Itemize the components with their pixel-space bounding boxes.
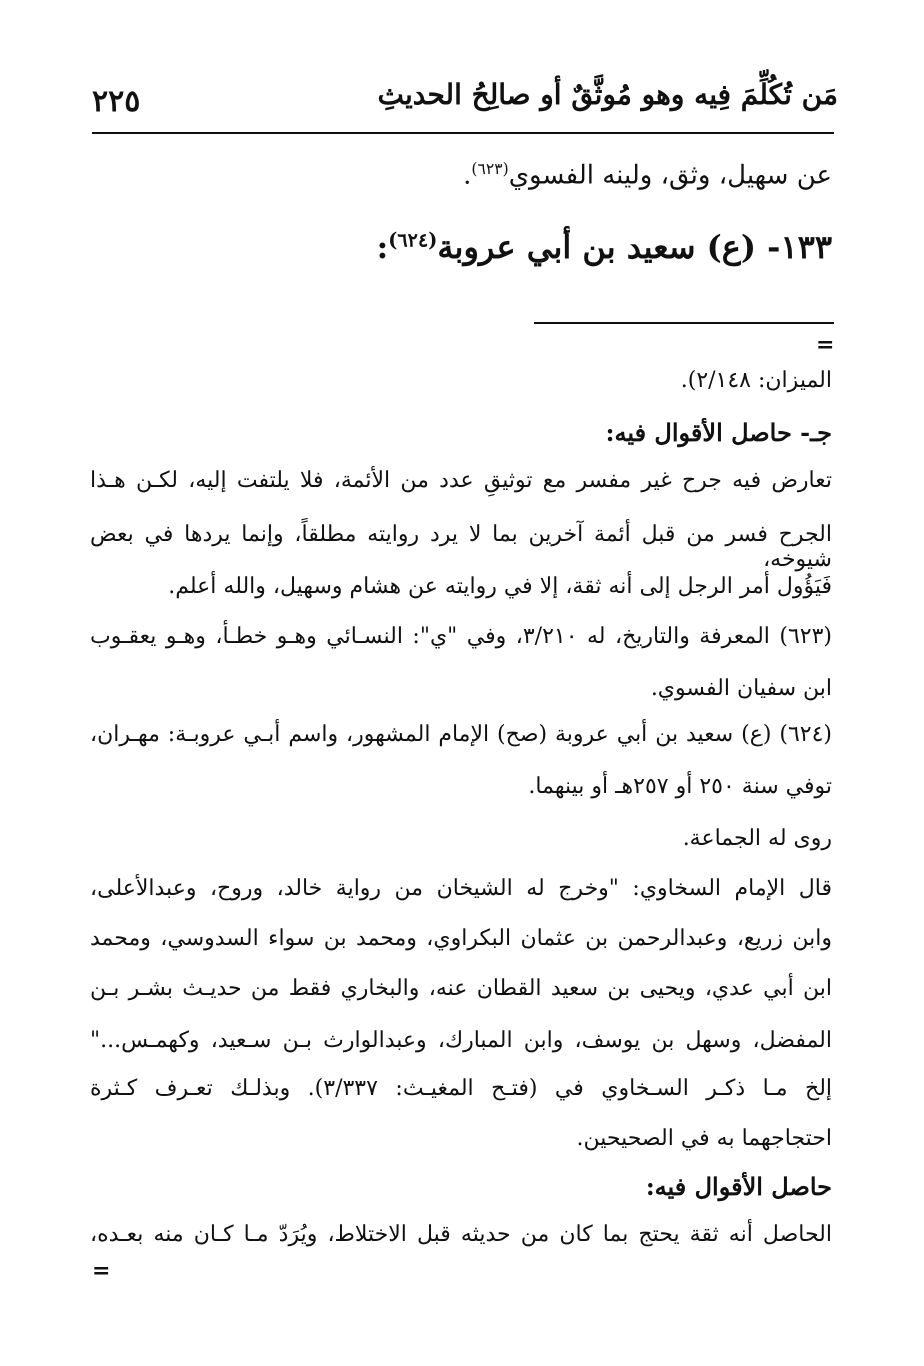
continuation-mark: = bbox=[816, 332, 835, 358]
footnote-624-line: احتجاجهما به في الصحيحين. bbox=[576, 1126, 832, 1151]
entry-heading-text: ١٣٣- (ع) سعيد بن أبي عروبة bbox=[437, 228, 832, 266]
footnote-624-line: ابن أبي عدي، ويحيى بن سعيد القطان عنه، والبخاري فقط من حديـث بشـر بـن bbox=[90, 976, 832, 1001]
footnote-624-line: وابن زريع، وعبدالرحمن بن عثمان البكراوي، ومحمد بن سواء السدوسي، ومحمد bbox=[90, 926, 832, 951]
entry-heading-end: : bbox=[376, 228, 389, 266]
footnote-ref-623: (٦٢٣) bbox=[471, 160, 509, 178]
footnote-line: الميزان: ٢/١٤٨). bbox=[680, 368, 832, 393]
footnote-paragraph-line: الجرح فسر من قبل أئمة آخرين بما لا يرد روايته مطلقاً، وإنما يردها في بعض شيوخه، bbox=[90, 522, 832, 572]
entry-heading bbox=[376, 228, 832, 266]
continuation-mark: = bbox=[92, 1258, 111, 1284]
footnote-separator bbox=[534, 322, 834, 324]
footnote-subheading: حاصل الأقوال فيه: bbox=[645, 1172, 832, 1201]
footnote-623-line: (٦٢٣) المعرفة والتاريخ، له ٣/٢١٠، وفي "ي": النسـائي وهـو خطـأ، وهـو يعقـوب bbox=[90, 624, 832, 649]
footnote-624-line: إلخ مـا ذكـر السـخاوي في (فتـح المغيـث: ٣/٣٣٧). وبذلـك تعـرف كـثرة bbox=[90, 1076, 833, 1101]
footnote-ref-624: (٦٢٤) bbox=[388, 228, 438, 252]
footnote-paragraph-line: فَيَؤُول أمر الرجل إلى أنه ثقة، إلا في روايته عن هشام وسهيل، والله أعلم. bbox=[168, 574, 832, 599]
footnote-624-line: توفي سنة ٢٥٠ أو ٢٥٧هـ أو بينهما. bbox=[528, 774, 832, 799]
footnote-624-line: روى له الجماعة. bbox=[682, 826, 832, 851]
footnote-624-line: المفضل، وسهل بن يوسف، وابن المبارك، وعبدالوارث بـن سـعيد، وكهمـس..." bbox=[90, 1028, 832, 1053]
page-number: ٢٢٥ bbox=[92, 84, 141, 119]
header-rule bbox=[92, 132, 834, 134]
footnote-624-line: قال الإمام السخاوي: "وخرج له الشيخان من رواية خالد، وروح، وعبدالأعلى، bbox=[90, 876, 832, 901]
body-text-end: . bbox=[463, 160, 472, 191]
footnote-final-line: الحاصل أنه ثقة يحتج بما كان من حديثه قبل الاختلاط، ويُرَدّ مـا كـان منه بعـده، bbox=[90, 1222, 832, 1247]
footnote-623-line: ابن سفيان الفسوي. bbox=[650, 676, 832, 701]
footnote-paragraph-line: تعارض فيه جرح غير مفسر مع توثيقِ عدد من الأئمة، فلا يلتفت إليه، لكـن هـذا bbox=[90, 468, 832, 493]
footnote-subheading: جـ- حاصل الأقوال فيه: bbox=[605, 418, 832, 447]
body-text: عن سهيل، وثق، ولينه الفسوي bbox=[508, 160, 832, 191]
footnote-624-line: (٦٢٤) (ع) سعيد بن أبي عروبة (صح) الإمام المشهور، واسم أبـي عروبـة: مهـران، bbox=[90, 722, 832, 747]
body-line-1 bbox=[463, 160, 832, 191]
running-header-title: مَن تُكُلِّمَ فِيه وهو مُوثَّقٌ أو صالِحُ الحديثِ bbox=[377, 78, 838, 111]
